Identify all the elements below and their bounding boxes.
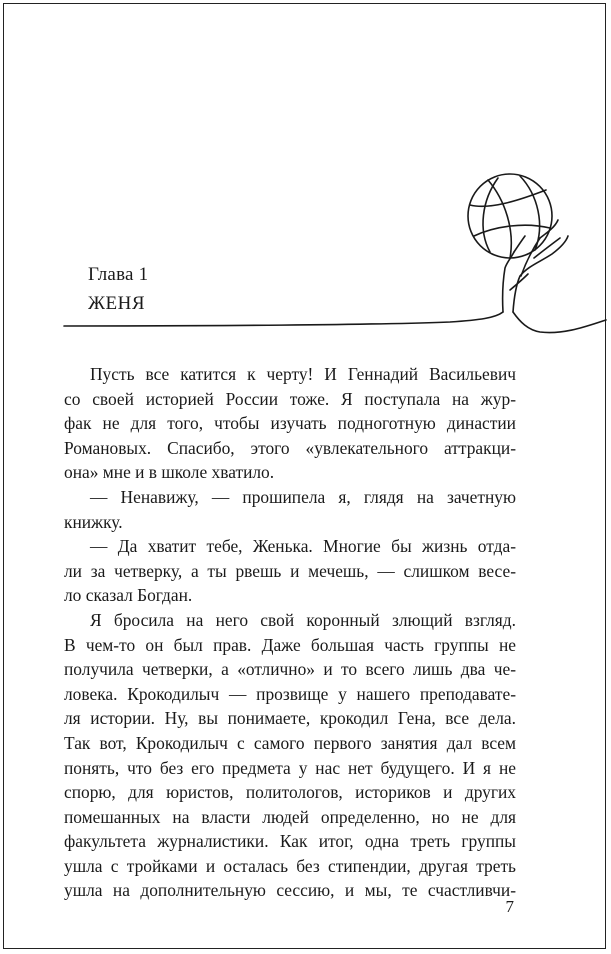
text-line: книжку. [64, 511, 123, 532]
page-number: 7 [505, 897, 514, 916]
body-text [64, 362, 516, 903]
text-line: ловека. Крокодилыч — прозвище у нашего преподавате- [64, 683, 516, 704]
text-line: понять, что без его предмета у нас нет будущего. И я не [64, 757, 516, 778]
text-line: Я бросила на него свой коронный злющий взгляд. [90, 609, 516, 630]
text-line: ушла с тройками и осталась без стипендии, другая треть [64, 855, 516, 876]
text-line: ушла на дополнительную сессию, и мы, те счастливчи- [64, 880, 516, 901]
text-line: ли за четверку, а ты рвешь и мечешь, — слишком весе- [64, 560, 516, 581]
text-line: — Да хватит тебе, Женька. Многие бы жизнь отда- [90, 536, 516, 557]
text-line: Так вот, Крокодилыч с самого первого занятия дал всем [64, 732, 516, 753]
text-line: спорю, для юристов, политологов, историков и других [64, 782, 516, 803]
text-line: — Ненавижу, — прошипела я, глядя на зачетную [90, 486, 516, 507]
text-line: ло сказал Богдан. [64, 585, 193, 606]
text-line: ля истории. Ну, вы понимаете, крокодил Гена, все дела. [64, 708, 516, 729]
text-line: помешанных на власти людей определенно, но не для [64, 806, 516, 827]
text-line: Пусть все катится к черту! И Геннадий Васильевич [90, 364, 516, 384]
text-line: В чем-то он был прав. Даже большая часть группы не [64, 634, 516, 655]
chapter-label: Глава 1 [88, 264, 149, 285]
text-line: фак не для того, чтобы изучать подноготную династии [64, 413, 516, 434]
text-line: получила четверки, а «отлично» и то всего лишь два че- [64, 659, 516, 680]
text-line: факультета журналистики. Как итог, одна треть группы [64, 831, 516, 852]
text-line: со своей историей России тоже. Я поступала на жур- [64, 388, 516, 409]
chapter-title: ЖЕНЯ [88, 293, 146, 314]
text-line: она» мне и в школе хватило. [64, 462, 275, 483]
text-line: Романовых. Спасибо, этого «увлекательного аттракци- [64, 437, 516, 458]
